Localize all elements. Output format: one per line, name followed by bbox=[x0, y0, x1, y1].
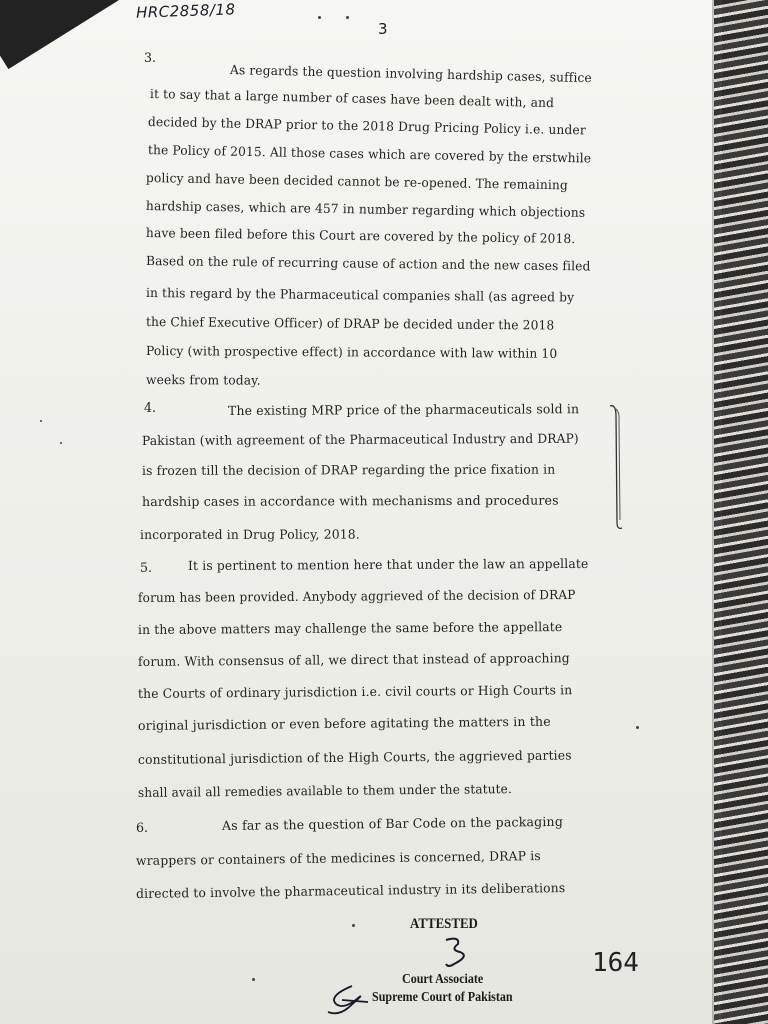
text-line: in the above matters may challenge the same before the appellate bbox=[137, 619, 563, 637]
text-line: As regards the question involving hardship cases, suffice bbox=[229, 62, 593, 86]
attested-stamp: ATTESTED bbox=[410, 916, 478, 932]
text-line: it to say that a large number of cases have been dealt with, and bbox=[149, 86, 555, 111]
text-line: The existing MRP price of the pharmaceuticals sold in bbox=[227, 401, 580, 418]
corner-tab bbox=[0, 0, 119, 69]
text-line: Pakistan (with agreement of the Pharmaceutical Industry and DRAP) bbox=[141, 430, 579, 448]
paragraph-number: 3. bbox=[144, 50, 157, 65]
margin-bracket-mark bbox=[606, 402, 626, 532]
text-line: As far as the question of Bar Code on the packaging bbox=[221, 813, 564, 833]
text-line: forum. With consensus of all, we direct that instead of approaching bbox=[137, 650, 570, 669]
text-line: Policy (with prospective effect) in accordance with law within 10 bbox=[145, 343, 558, 361]
text-line: forum has been provided. Anybody aggrieved of the decision of DRAP bbox=[137, 586, 576, 605]
text-line: the Policy of 2015. All those cases which are covered by the erstwhile bbox=[147, 142, 592, 166]
text-line: constitutional jurisdiction of the High Courts, the aggrieved parties bbox=[137, 747, 572, 767]
paragraph-number: 5. bbox=[140, 560, 153, 575]
scan-speck bbox=[40, 420, 42, 422]
text-line: hardship cases, which are 457 in number regarding which objections bbox=[145, 198, 586, 220]
paragraph-number: 6. bbox=[136, 820, 149, 835]
handwritten-folio-number: 164 bbox=[592, 948, 639, 978]
paragraph-number: 4. bbox=[144, 400, 157, 415]
scan-speck bbox=[252, 978, 255, 981]
page-number: 3 bbox=[378, 20, 388, 38]
handwritten-reference-number: HRC2858/18 bbox=[135, 0, 236, 22]
supreme-court-label: Supreme Court of Pakistan bbox=[372, 990, 513, 1005]
scan-speck bbox=[346, 16, 349, 19]
scan-speck bbox=[636, 726, 639, 729]
text-line: directed to involve the pharmaceutical industry in its deliberations bbox=[135, 880, 566, 901]
scan-speck bbox=[352, 924, 355, 927]
text-line: have been filed before this Court are covered by the policy of 2018. bbox=[145, 225, 576, 246]
file-binding-edge bbox=[714, 0, 768, 1024]
scan-speck bbox=[318, 16, 321, 19]
text-line: It is pertinent to mention here that under the law an appellate bbox=[187, 555, 589, 573]
attestation-signature bbox=[440, 934, 474, 972]
text-line: Based on the rule of recurring cause of action and the new cases filed bbox=[145, 253, 591, 274]
text-line: original jurisdiction or even before agitating the matters in the bbox=[137, 713, 551, 733]
text-line: weeks from today. bbox=[145, 372, 261, 388]
text-line: wrappers or containers of the medicines is concerned, DRAP is bbox=[135, 848, 541, 868]
text-line: is frozen till the decision of DRAP regarding the price fixation in bbox=[141, 461, 556, 478]
text-line: shall avail all remedies available to them under the statute. bbox=[137, 781, 512, 800]
text-line: the Courts of ordinary jurisdiction i.e. civil courts or High Courts in bbox=[137, 682, 573, 701]
court-associate-label: Court Associate bbox=[402, 972, 484, 987]
text-line: policy and have been decided cannot be re-opened. The remaining bbox=[145, 170, 569, 193]
text-line: in this regard by the Pharmaceutical companies shall (as agreed by bbox=[145, 285, 575, 305]
court-associate-signature bbox=[322, 982, 374, 1018]
text-line: hardship cases in accordance with mechanisms and procedures bbox=[141, 492, 559, 509]
scan-speck bbox=[60, 442, 62, 444]
text-line: incorporated in Drug Policy, 2018. bbox=[139, 526, 360, 542]
text-line: decided by the DRAP prior to the 2018 Drug Pricing Policy i.e. under bbox=[147, 114, 586, 138]
text-line: the Chief Executive Officer) of DRAP be decided under the 2018 bbox=[145, 314, 555, 333]
